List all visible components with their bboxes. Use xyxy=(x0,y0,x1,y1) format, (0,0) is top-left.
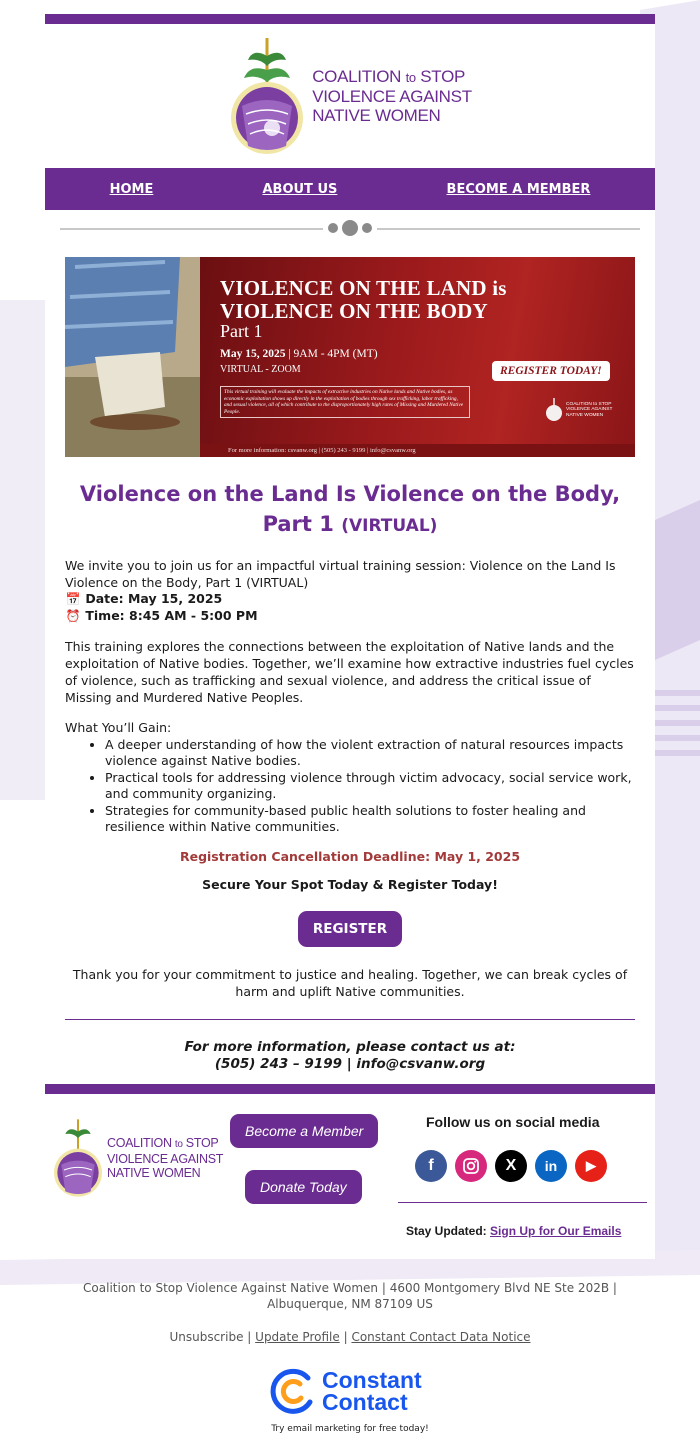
banner-part: Part 1 xyxy=(220,321,263,341)
secure-spot-text: Secure Your Spot Today & Register Today! xyxy=(202,876,498,892)
bottom-accent-bar xyxy=(45,1084,655,1094)
constant-contact-icon xyxy=(270,1368,316,1414)
nav-about-link[interactable]: ABOUT US xyxy=(262,181,338,197)
banner-footer-info: For more information: csvanw.org | (505) 243 - 9199 | info@csvanw.org xyxy=(200,444,635,457)
main-nav xyxy=(45,168,655,210)
update-profile-link[interactable]: Update Profile xyxy=(255,1330,340,1344)
data-notice-link[interactable]: Constant Contact Data Notice xyxy=(351,1330,531,1344)
corn-basket-logo-icon xyxy=(228,36,306,156)
donate-button[interactable]: Donate Today xyxy=(245,1170,362,1204)
legal-links: Unsubscribe | Update Profile | Constant Contact Data Notice xyxy=(169,1330,531,1344)
stay-updated: Stay Updated: Sign Up for Our Emails xyxy=(406,1223,622,1238)
email-body xyxy=(45,14,655,1259)
social-icons xyxy=(415,1150,607,1182)
thank-you-text: Thank you for your commitment to justice and healing. Together, we can break cycles of harm and uplift Native communities. xyxy=(72,966,628,999)
event-title: Violence on the Land Is Violence on the Body, Part 1 (VIRTUAL) xyxy=(79,482,621,536)
banner-red-panel xyxy=(200,257,635,457)
mailing-address: Coalition to Stop Violence Against Native Women | 4600 Montgomery Blvd NE Ste 202B | Albuquerque, NM 87109 US xyxy=(83,1281,617,1311)
footer-logo-icon xyxy=(52,1116,104,1200)
signup-emails-link[interactable]: Sign Up for Our Emails xyxy=(490,1223,622,1238)
unsubscribe-link[interactable]: Unsubscribe xyxy=(169,1330,244,1344)
constant-contact-tagline[interactable]: Try email marketing for free today! xyxy=(271,1424,429,1434)
event-time: ⏰ Time: 8:45 AM - 5:00 PM xyxy=(65,607,258,623)
linkedin-icon[interactable]: in xyxy=(535,1150,567,1182)
instagram-icon[interactable] xyxy=(455,1150,487,1182)
nav-become-member-link[interactable]: BECOME A MEMBER xyxy=(446,181,591,197)
event-intro xyxy=(65,558,635,624)
constant-contact-wordmark: Constant Contact xyxy=(322,1367,422,1415)
dots-divider xyxy=(45,210,655,246)
become-member-button[interactable]: Become a Member xyxy=(230,1114,378,1148)
banner-logo: COALITION to STOP VIOLENCE AGAINST NATIVE WOMEN xyxy=(545,398,612,422)
youtube-icon[interactable]: ▶ xyxy=(575,1150,607,1182)
content-divider xyxy=(65,1019,635,1020)
list-item: • Strategies for community-based public health solutions to foster healing and resilience within Native communities. xyxy=(105,803,635,836)
main-content xyxy=(45,479,655,1073)
event-banner-image[interactable] xyxy=(65,257,635,457)
list-item: • Practical tools for addressing violence through victim advocacy, social service work, and community organizing. xyxy=(105,770,635,803)
banner-logo-icon xyxy=(545,398,563,422)
constant-contact-logo[interactable] xyxy=(270,1368,422,1414)
alarm-clock-icon: ⏰ xyxy=(65,608,81,623)
event-description: This training explores the connections between the exploitation of Native lands and the exploitation of Native bodies. Together, we’ll examine how extractive industries fuel cycles of violence, such as trafficking and sexual violence, and address the critical issue of Missing and Murdered Native Peoples. xyxy=(65,639,634,705)
calendar-icon: 📅 xyxy=(65,592,81,606)
event-date: 📅 Date: May 15, 2025 xyxy=(65,591,223,606)
logo-wordmark: COALITION to STOP VIOLENCE AGAINST NATIVE WOMEN xyxy=(312,67,472,125)
top-accent-bar xyxy=(45,14,655,24)
list-item: • A deeper understanding of how the violent extraction of natural resources impacts violence against Native bodies. xyxy=(105,737,635,770)
footer-divider xyxy=(398,1202,647,1203)
gains-list xyxy=(65,737,635,836)
nav-home-link[interactable]: HOME xyxy=(109,181,154,197)
gains-heading: What You’ll Gain: xyxy=(65,720,172,735)
csvanw-logo[interactable] xyxy=(228,36,472,156)
intro-text: We invite you to join us for an impactful virtual training session: Violence on the Land Is Violence on the Body, Part 1 (VIRTUAL) xyxy=(65,558,616,590)
follow-heading: Follow us on social media xyxy=(426,1113,600,1130)
banner-title: VIOLENCE ON THE LAND is VIOLENCE ON THE BODY xyxy=(220,276,507,323)
banner-photo-dress xyxy=(65,257,200,457)
x-icon[interactable]: X xyxy=(495,1150,527,1182)
cancellation-deadline: Registration Cancellation Deadline: May 1, 2025 xyxy=(179,848,521,864)
contact-info: For more information, please contact us at: (505) 243 – 9199 | info@csvanw.org xyxy=(184,1038,516,1072)
footer xyxy=(45,1094,655,1259)
footer-logo-wordmark: COALITION to STOP VIOLENCE AGAINST NATIVE WOMEN xyxy=(107,1135,224,1180)
footer-logo[interactable] xyxy=(52,1116,223,1200)
banner-description: This virtual training will evaluate the impacts of extractive industries on Native lands and Native bodies, as economic exploitation shows up directly in the exploitation of bodies through sex trafficking, labor trafficking, and sexual violence, all of which contribute to the disproportionately high rates of Missing and Murdered Native People. xyxy=(220,386,470,418)
header-logo-area xyxy=(45,24,655,168)
banner-register-badge: REGISTER TODAY! xyxy=(492,361,610,381)
facebook-icon[interactable]: f xyxy=(415,1150,447,1182)
gains-section xyxy=(65,720,635,836)
banner-mode: VIRTUAL - ZOOM xyxy=(220,364,301,375)
register-button[interactable]: REGISTER xyxy=(298,911,402,947)
banner-date: May 15, 2025 | 9AM - 4PM (MT) xyxy=(220,348,378,360)
